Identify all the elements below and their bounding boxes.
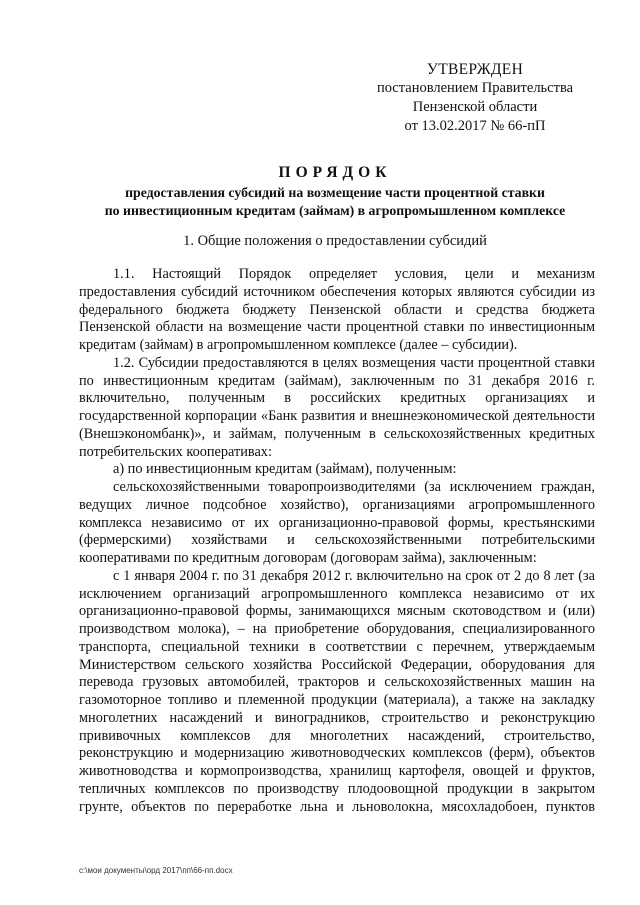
paragraph: 1.1. Настоящий Порядок определяет условия, цели и механизм предоставления субсидий источником обеспечения которых являются субсидии из федерального бюджета бюджету Пензенской области и средства бюджета Пензенской области на возмещение части процентной ставки по инвестиционным кредитам (займам) в агропромышленном комплексе (далее – субсидии). [79, 266, 595, 353]
paragraph: а) по инвестиционным кредитам (займам), полученным: [113, 461, 457, 478]
approval-title: УТВЕРЖДЕН [426, 61, 524, 78]
document-subtitle: предоставления субсидий на возмещение части процентной ставки [125, 185, 545, 200]
approval-date: от 13.02.2017 № 66-пП [404, 118, 546, 134]
document-body [79, 266, 595, 816]
document-title: ПОРЯДОК [278, 164, 392, 181]
section-title: 1. Общие положения о предоставлении субсидий [183, 233, 487, 249]
approval-line: постановлением Правительства [376, 80, 574, 96]
paragraph: 1.2. Субсидии предоставляются в целях возмещения части процентной ставки по инвестиционным кредитам (займам), заключенным по 31 декабря 2016 г. включительно, полученным в российских кредитных организациях и государственной корпорации «Банк развития и внешнеэкономической деятельности (Внешэкономбанк)», и займам, полученным в сельскохозяйственных кредитных потребительских кооперативах: [79, 354, 595, 460]
approval-stamp [365, 60, 585, 136]
file-path-footer: c:\мои документы\орд 2017\пп\66-пп.docx [79, 866, 233, 875]
paragraph: с 1 января 2004 г. по 31 декабря 2012 г. включительно на срок от 2 до 8 лет (за исключением организаций агропромышленного комплекса независимо от их организационно-правовой формы, занимающихся мясным скотоводством и (или) производством молока), – на приобретение оборудования, специализированного транспорта, специальной техники в соответствии с перечнем, утверждаемым Министерством сельского хозяйства Российской Федерации, оборудования для перевода грузовых автомобилей, тракторов и сельскохозяйственных машин на газомоторное топливо и племенной продукции (материала), а также на закладку многолетних насаждений и виноградников, строительство и реконструкцию прививочных комплексов для многолетних насаждений, строительство, реконструкцию и модернизацию животноводческих комплексов (ферм), объектов животноводства и кормопроизводства, хранилищ картофеля, овощей и фруктов, тепличных комплексов по производству плодоовощной продукции в закрытом грунте, объектов по переработке льна и льноволокна, мясохладобоен, пунктов [79, 567, 595, 815]
paragraph: сельскохозяйственными товаропроизводителями (за исключением граждан, ведущих личное подсобное хозяйство), организациями агропромышленного комплекса независимо от их организационно-правовой формы, крестьянскими (фермерскими) хозяйствами и сельскохозяйственными потребительскими кооперативами по кредитным договорам (договорам займа), заключенным: [79, 479, 595, 566]
document-subtitle: по инвестиционным кредитам (займам) в агропромышленном комплексе [104, 203, 566, 218]
document-heading [70, 162, 600, 220]
approval-line: Пензенской области [412, 99, 538, 115]
